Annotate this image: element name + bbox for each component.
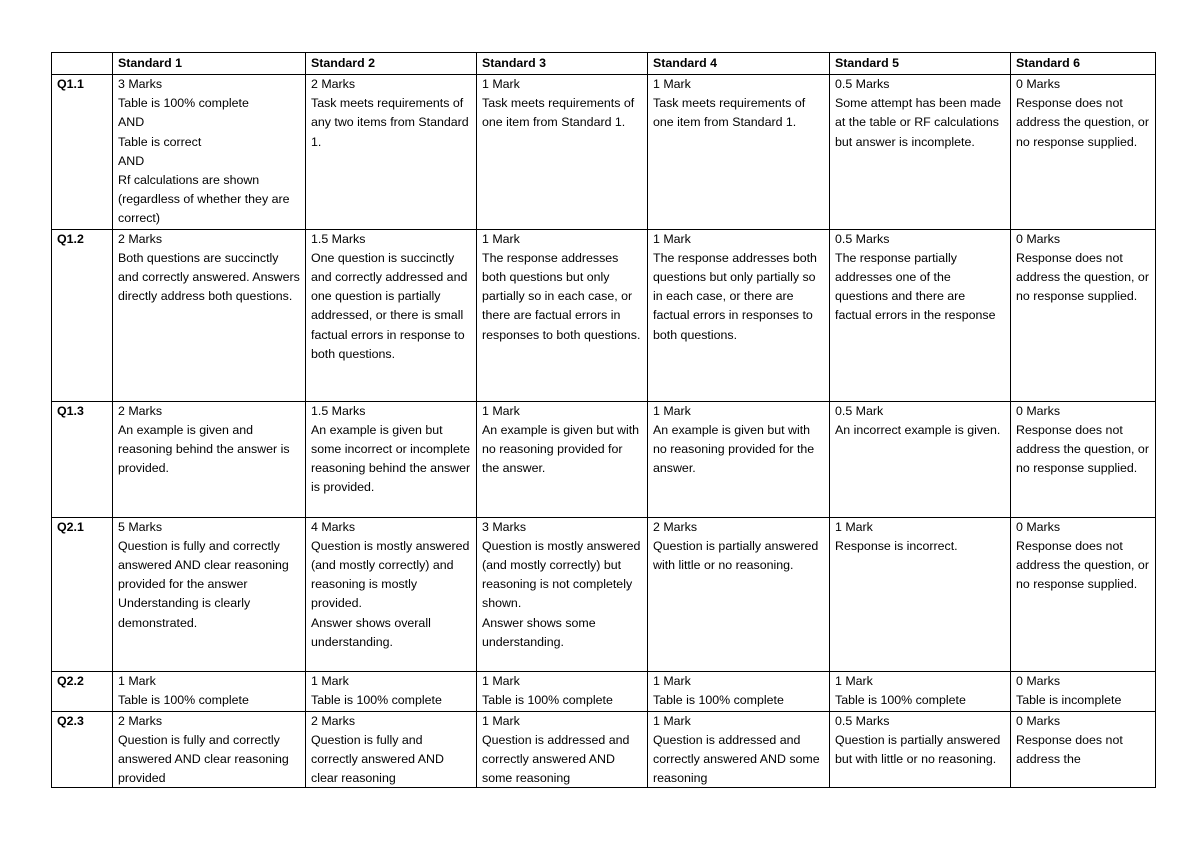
cell-content (118, 75, 300, 229)
rubric-cell-standard-2 (306, 229, 477, 401)
rubric-cell-standard-6 (1011, 517, 1156, 671)
rubric-cell-standard-1 (113, 75, 306, 230)
rubric-cell-standard-2 (306, 671, 477, 711)
criteria-description: Table is 100% complete (482, 692, 613, 707)
cell-content (118, 518, 300, 633)
rubric-cell-standard-6 (1011, 401, 1156, 517)
cell-content (1016, 672, 1150, 710)
rubric-cell-standard-3 (477, 75, 648, 230)
rubric-table (51, 52, 1156, 788)
cell-content (653, 75, 824, 133)
header-standard-4: Standard 4 (648, 53, 830, 75)
marks-label: 1 Mark (653, 231, 691, 246)
marks-label: 1 Mark (835, 673, 873, 688)
criteria-description: Response does not address the question, or no response supplied. (1016, 422, 1149, 476)
marks-label: 2 Marks (118, 713, 163, 728)
criteria-description: The response partially addresses one of the questions and there are factual errors in the response (835, 250, 996, 323)
criteria-description: Both questions are succinctly and correctly answered. Answers directly address both questions. (118, 250, 300, 304)
marks-label: 0 Marks (1016, 77, 1061, 91)
criteria-description: Response does not address the question, or no response supplied. (1016, 96, 1149, 149)
rubric-cell-standard-2 (306, 75, 477, 230)
cell-content (653, 402, 824, 479)
rubric-cell-standard-4 (648, 229, 830, 401)
criteria-description: Question is mostly answered (and mostly correctly) and reasoning is mostly provided. Answer shows overall understanding. (311, 538, 470, 649)
rubric-cell-standard-3 (477, 401, 648, 517)
rubric-cell-standard-5 (830, 229, 1011, 401)
criteria-description: An example is given and reasoning behind the answer is provided. (118, 422, 290, 476)
marks-label: 1 Mark (653, 77, 691, 91)
rubric-cell-standard-4 (648, 401, 830, 517)
marks-label: 4 Marks (311, 519, 356, 534)
cell-content (311, 712, 471, 786)
criteria-description: Question is partially answered with little or no reasoning. (653, 538, 819, 573)
cell-content (1016, 712, 1150, 770)
cell-content (311, 672, 471, 710)
criteria-description: An example is given but some incorrect or incomplete reasoning behind the answer is provided. (311, 422, 471, 495)
header-standard-3: Standard 3 (477, 53, 648, 75)
cell-content (118, 230, 300, 307)
rubric-cell-standard-3 (477, 229, 648, 401)
marks-label: 1 Mark (482, 77, 520, 91)
marks-label: 1 Mark (118, 673, 156, 688)
marks-label: 2 Marks (311, 77, 356, 91)
rubric-cell-standard-5 (830, 75, 1011, 230)
header-standard-5: Standard 5 (830, 53, 1011, 75)
cell-content (835, 402, 1005, 440)
rubric-cell-standard-5 (830, 711, 1011, 787)
rubric-cell-standard-5 (830, 517, 1011, 671)
marks-label: 1 Mark (482, 231, 520, 246)
rubric-body (52, 75, 1156, 788)
marks-label: 3 Marks (482, 519, 527, 534)
cell-content (482, 402, 642, 479)
marks-label: 2 Marks (118, 231, 163, 246)
cell-content (482, 230, 642, 345)
rubric-cell-standard-3 (477, 711, 648, 787)
rubric-cell-standard-1 (113, 671, 306, 711)
question-id-cell: Q1.2 (52, 229, 113, 401)
marks-label: 2 Marks (311, 713, 356, 728)
rubric-cell-standard-1 (113, 517, 306, 671)
rubric-cell-standard-5 (830, 671, 1011, 711)
table-row (52, 229, 1156, 401)
cell-content (835, 712, 1005, 770)
marks-label: 1 Mark (653, 713, 691, 728)
marks-label: 1 Mark (311, 673, 349, 688)
rubric-cell-standard-5 (830, 401, 1011, 517)
header-row (52, 53, 1156, 75)
criteria-description: Question is fully and correctly answered AND clear reasoning provided (118, 732, 289, 786)
criteria-description: Response does not address the question, or no response supplied. (1016, 250, 1149, 304)
cell-content (482, 75, 642, 133)
criteria-description: Table is 100% complete (835, 692, 966, 707)
criteria-description: Task meets requirements of any two items from Standard 1. (311, 96, 469, 149)
rubric-cell-standard-6 (1011, 75, 1156, 230)
table-row (52, 75, 1156, 230)
marks-label: 0 Marks (1016, 673, 1061, 688)
criteria-description: Question is partially answered but with little or no reasoning. (835, 732, 1001, 767)
cell-content (1016, 230, 1150, 307)
criteria-description: The response addresses both questions but only partially so in each case, or there are factual errors in responses to both questions. (482, 250, 641, 342)
header-standard-1: Standard 1 (113, 53, 306, 75)
criteria-description: Response does not address the (1016, 732, 1123, 767)
rubric-cell-standard-6 (1011, 671, 1156, 711)
criteria-description: Response does not address the question, or no response supplied. (1016, 538, 1149, 592)
marks-label: 0 Marks (1016, 231, 1061, 246)
marks-label: 1.5 Marks (311, 403, 366, 418)
criteria-description: Question is addressed and correctly answered AND some reasoning (653, 732, 820, 786)
marks-label: 0 Marks (1016, 403, 1061, 418)
rubric-cell-standard-1 (113, 711, 306, 787)
criteria-description: Task meets requirements of one item from Standard 1. (653, 96, 806, 130)
cell-content (482, 518, 642, 652)
rubric-cell-standard-1 (113, 401, 306, 517)
cell-content (1016, 518, 1150, 595)
criteria-description: An example is given but with no reasoning provided for the answer. (482, 422, 640, 476)
cell-content (311, 402, 471, 498)
criteria-description: Question is addressed and correctly answered AND some reasoning (482, 732, 630, 786)
cell-content (835, 75, 1005, 152)
header-standard-2: Standard 2 (306, 53, 477, 75)
cell-content (653, 518, 824, 576)
rubric-cell-standard-6 (1011, 711, 1156, 787)
marks-label: 0.5 Marks (835, 77, 890, 91)
marks-label: 0.5 Marks (835, 713, 890, 728)
criteria-description: Question is fully and correctly answered AND clear reasoning (311, 732, 444, 786)
marks-label: 0 Marks (1016, 713, 1061, 728)
marks-label: 1 Mark (482, 403, 520, 418)
criteria-description: An example is given but with no reasoning provided for the answer. (653, 422, 815, 476)
criteria-description: Table is incomplete (1016, 692, 1122, 707)
marks-label: 1 Mark (653, 403, 691, 418)
marks-label: 2 Marks (653, 519, 698, 534)
cell-content (311, 518, 471, 652)
criteria-description: An incorrect example is given. (835, 422, 1001, 437)
cell-content (653, 672, 824, 710)
marks-label: 1 Mark (482, 673, 520, 688)
cell-content (482, 712, 642, 786)
criteria-description: One question is succinctly and correctly addressed and one question is partially addressed, or there is small factual errors in response to both questions. (311, 250, 468, 361)
criteria-description: Question is fully and correctly answered AND clear reasoning provided for the answer Understanding is clearly demonstrated. (118, 538, 289, 630)
marks-label: 0.5 Marks (835, 231, 890, 246)
rubric-cell-standard-2 (306, 401, 477, 517)
table-row (52, 401, 1156, 517)
rubric-cell-standard-3 (477, 671, 648, 711)
marks-label: 0 Marks (1016, 519, 1061, 534)
marks-label: 1 Mark (653, 673, 691, 688)
question-id-cell: Q2.2 (52, 671, 113, 711)
criteria-description: Table is 100% complete (653, 692, 784, 707)
cell-content (311, 230, 471, 364)
cell-content (653, 712, 824, 786)
criteria-description: Table is 100% complete (311, 692, 442, 707)
rubric-cell-standard-2 (306, 711, 477, 787)
question-id-cell: Q2.3 (52, 711, 113, 787)
cell-content (1016, 402, 1150, 479)
header-standard-6: Standard 6 (1011, 53, 1156, 75)
header-corner-cell (52, 53, 113, 75)
cell-content (118, 672, 300, 710)
rubric-cell-standard-2 (306, 517, 477, 671)
cell-content (653, 230, 824, 345)
marks-label: 0.5 Mark (835, 403, 884, 418)
rubric-cell-standard-6 (1011, 229, 1156, 401)
question-id-cell: Q2.1 (52, 517, 113, 671)
cell-content (118, 402, 300, 479)
criteria-description: Question is mostly answered (and mostly correctly) but reasoning is not completely shown. Answer shows some understanding. (482, 538, 641, 649)
cell-content (311, 75, 471, 152)
table-row (52, 671, 1156, 711)
marks-label: 1 Mark (835, 519, 873, 534)
rubric-cell-standard-4 (648, 517, 830, 671)
table-row (52, 711, 1156, 787)
rubric-cell-standard-1 (113, 229, 306, 401)
marks-label: 2 Marks (118, 403, 163, 418)
question-id-cell: Q1.3 (52, 401, 113, 517)
marks-label: 1 Mark (482, 713, 520, 728)
criteria-description: Some attempt has been made at the table or RF calculations but answer is incomplete. (835, 96, 1001, 149)
marks-label: 3 Marks (118, 77, 163, 91)
cell-content (835, 230, 1005, 326)
marks-label: 5 Marks (118, 519, 163, 534)
rubric-cell-standard-3 (477, 517, 648, 671)
cell-content (835, 672, 1005, 710)
criteria-description: Table is 100% complete AND Table is correct AND Rf calculations are shown (regardless of whether they are correct) (118, 96, 290, 226)
cell-content (118, 712, 300, 786)
marks-label: 1.5 Marks (311, 231, 366, 246)
cell-content (835, 518, 1005, 556)
criteria-description: Task meets requirements of one item from Standard 1. (482, 96, 635, 130)
question-id-cell: Q1.1 (52, 75, 113, 230)
table-row (52, 517, 1156, 671)
cell-content (1016, 75, 1150, 152)
criteria-description: Response is incorrect. (835, 538, 958, 553)
rubric-cell-standard-4 (648, 671, 830, 711)
criteria-description: The response addresses both questions but only partially so in each case, or there are factual errors in responses to both questions. (653, 250, 817, 342)
rubric-cell-standard-4 (648, 711, 830, 787)
criteria-description: Table is 100% complete (118, 692, 249, 707)
cell-content (482, 672, 642, 710)
rubric-cell-standard-4 (648, 75, 830, 230)
